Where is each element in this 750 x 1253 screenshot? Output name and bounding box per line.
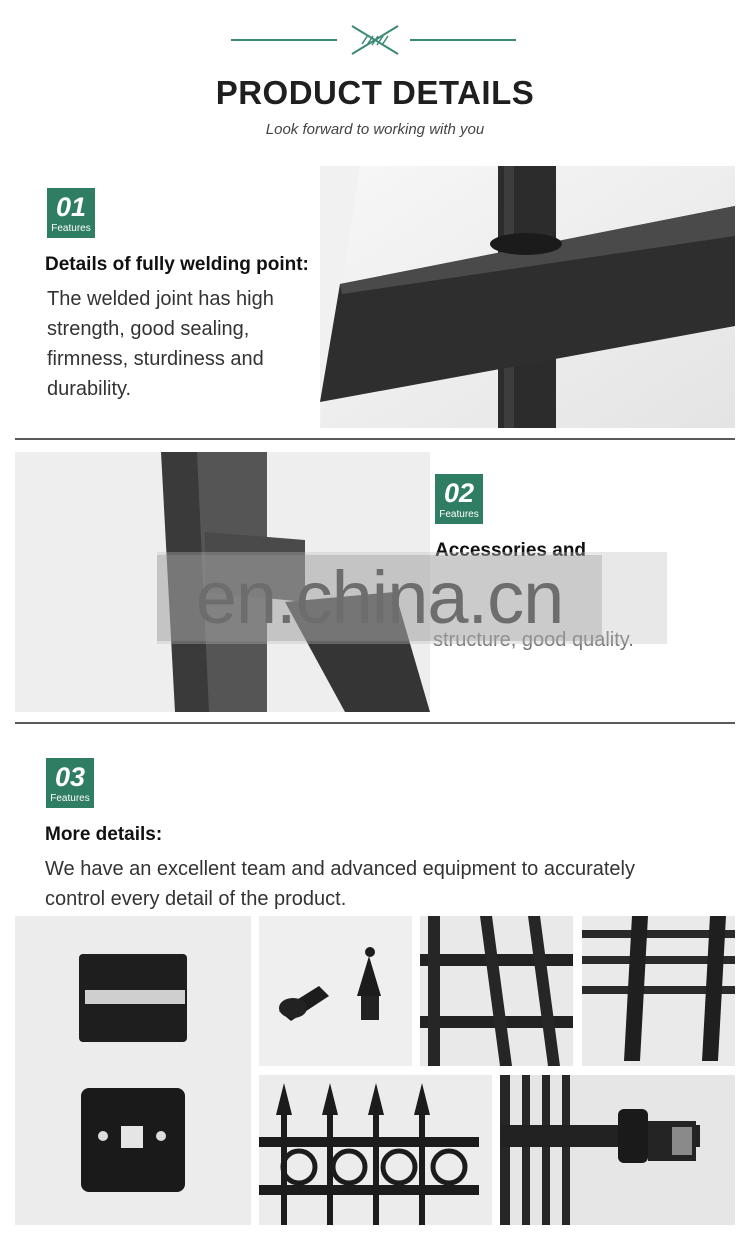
- description-line: control every detail of the product.: [45, 888, 347, 910]
- description-line: durability.: [47, 378, 132, 400]
- feature-badge-01: [47, 188, 95, 238]
- description-line: firmness, sturdiness and: [47, 348, 264, 370]
- section-heading: Details of fully welding point:: [45, 254, 309, 275]
- description-line: We have an excellent team and advanced equipment to accurately: [45, 858, 635, 880]
- section-heading: Accessories and: [435, 540, 587, 561]
- post-bracket-photo: [500, 1075, 735, 1225]
- feature-badge-02: [435, 474, 483, 524]
- section-divider: [15, 722, 735, 724]
- feature-number: 03: [54, 762, 86, 792]
- description-line: structure, good quality.: [433, 629, 634, 651]
- feature-badge-03: [46, 758, 94, 808]
- feature-label: Features: [51, 223, 91, 234]
- spear-top-fence-photo: [259, 1075, 492, 1225]
- section-description: [45, 854, 635, 914]
- finial-caps-photo: [259, 916, 412, 1066]
- watermark-text: en.china.cn: [157, 555, 602, 641]
- page-subtitle: Look forward to working with you: [265, 121, 485, 138]
- header-line-left: [231, 39, 337, 41]
- barbed-wire-icon: [348, 22, 402, 58]
- description-line: The welded joint has high: [47, 288, 274, 310]
- fence-panel-photo: [420, 916, 573, 1066]
- section-heading: More details:: [45, 824, 163, 845]
- section-divider: [15, 438, 735, 440]
- feature-label: Features: [439, 509, 479, 520]
- welding-point-photo: [320, 166, 735, 428]
- description-line: strength, good sealing,: [47, 318, 250, 340]
- header-line-right: [410, 39, 516, 41]
- feature-number: 01: [55, 192, 87, 222]
- feature-number: 02: [443, 478, 475, 508]
- page-title: PRODUCT DETAILS: [215, 74, 535, 111]
- section-description: [47, 284, 274, 404]
- square-tubes-photo: [582, 916, 735, 1066]
- feature-label: Features: [50, 793, 90, 804]
- bracket-photo: [15, 916, 251, 1225]
